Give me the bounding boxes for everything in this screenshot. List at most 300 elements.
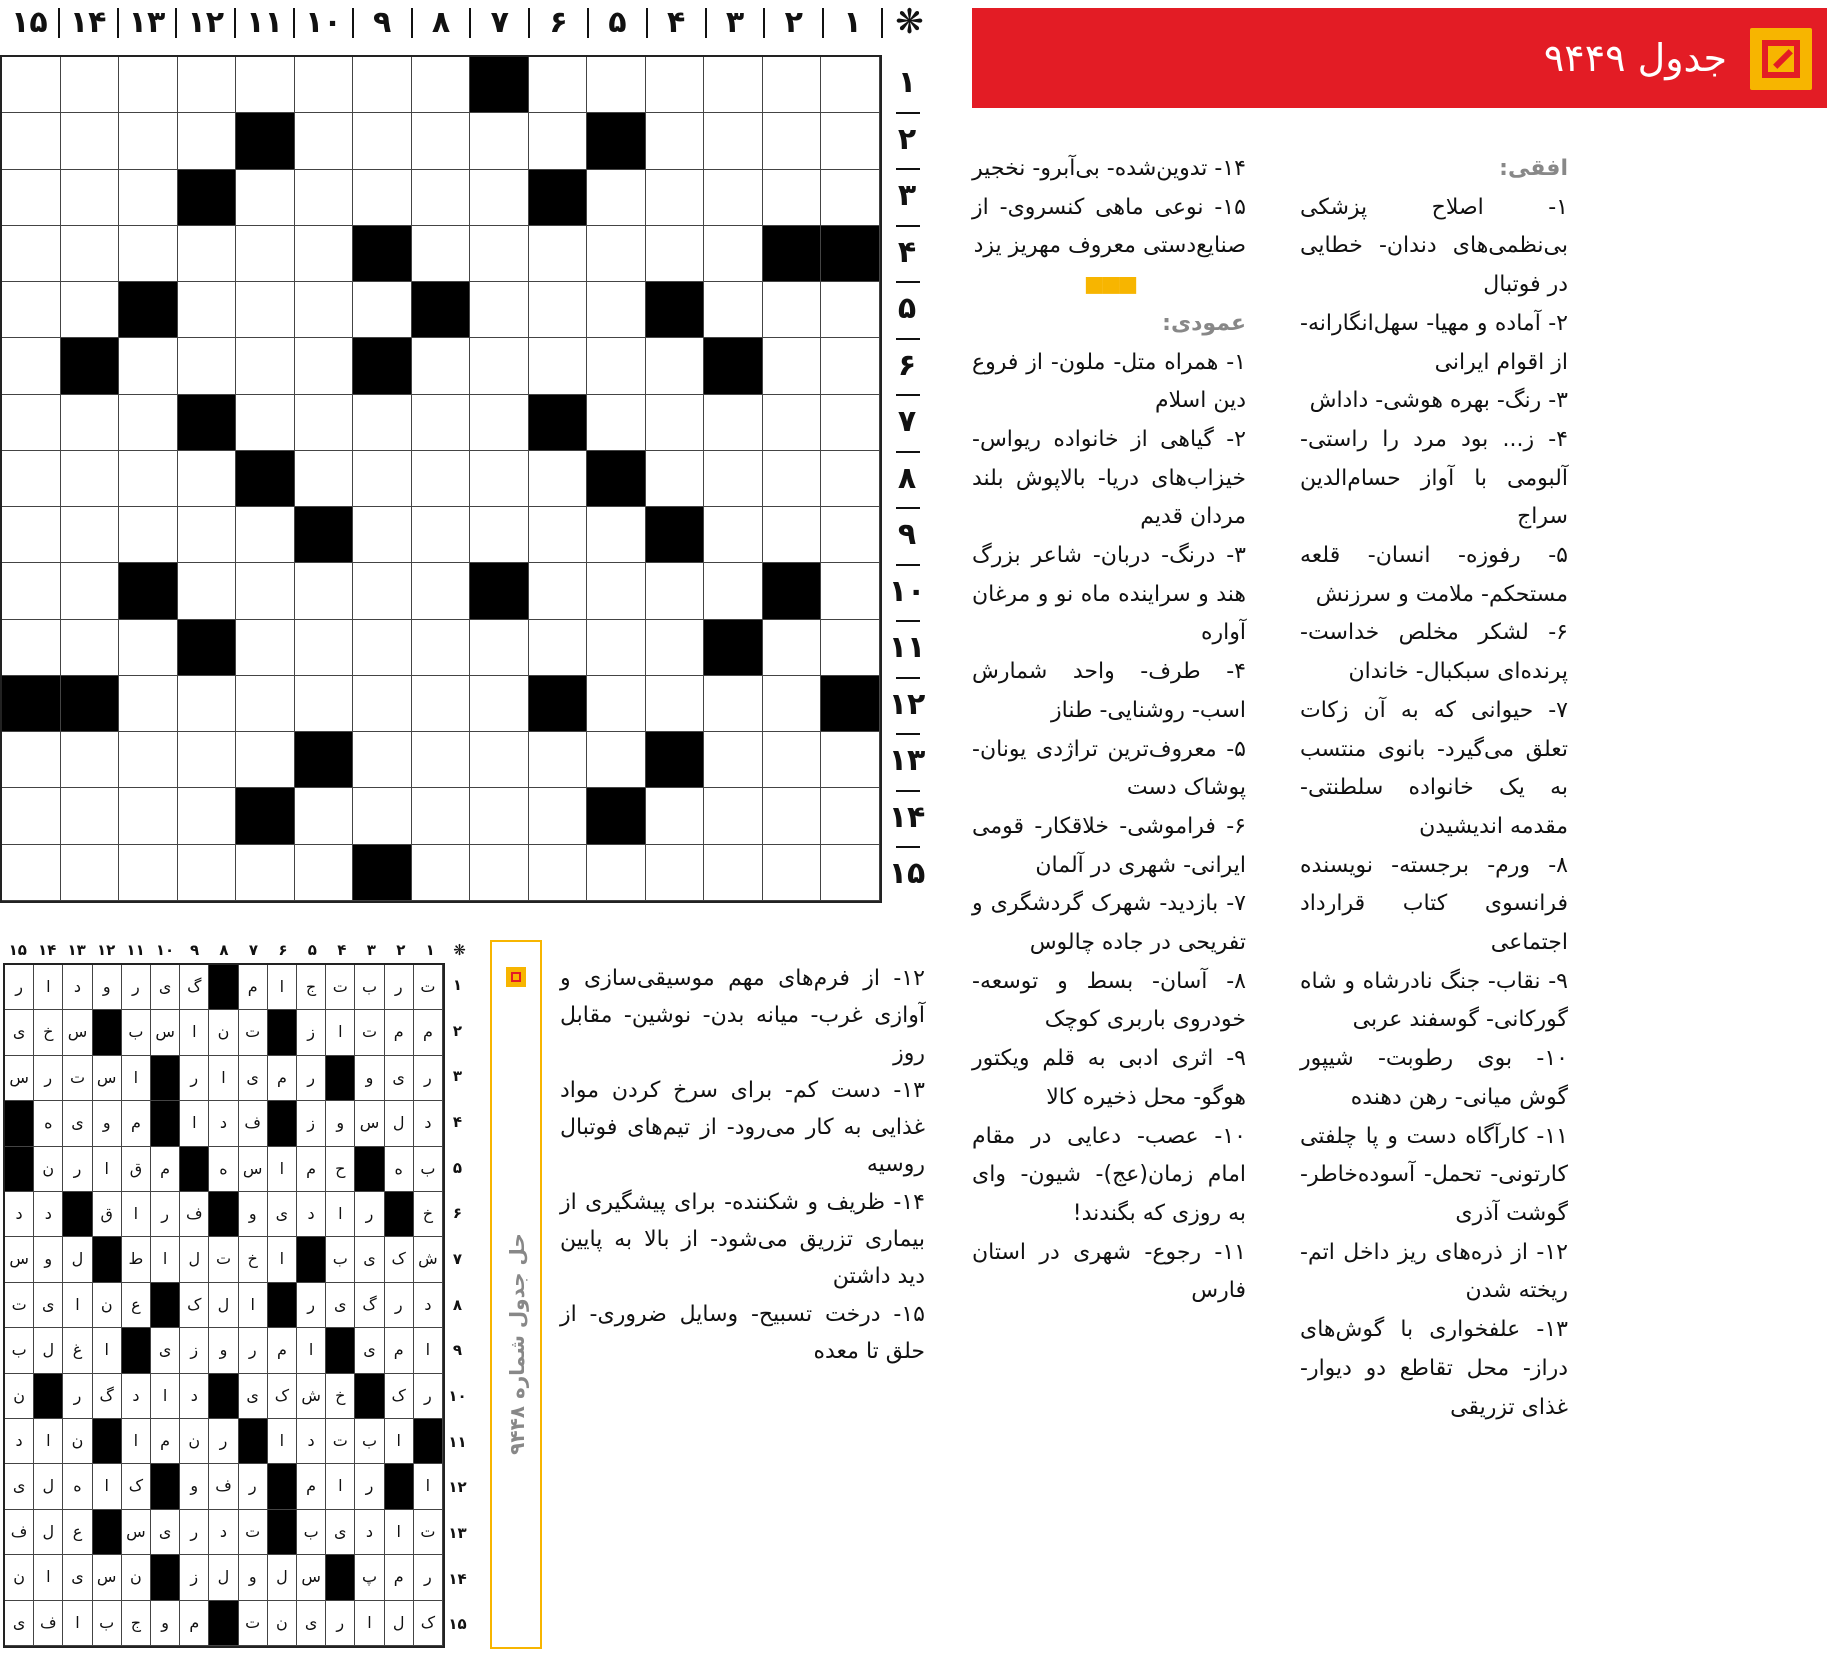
solution-cell: ا: [414, 1328, 443, 1373]
grid-cell[interactable]: [2, 507, 61, 563]
grid-cell[interactable]: [821, 845, 880, 901]
grid-cell[interactable]: [821, 451, 880, 507]
grid-cell[interactable]: [821, 338, 880, 394]
grid-cell[interactable]: [529, 338, 588, 394]
grid-cell[interactable]: [119, 620, 178, 676]
grid-cell[interactable]: [646, 620, 705, 676]
solution-cell: ف: [180, 1192, 209, 1237]
grid-cell[interactable]: [2, 395, 61, 451]
grid-cell[interactable]: [704, 57, 763, 113]
solution-cell: خ: [34, 1010, 63, 1055]
grid-cell[interactable]: [646, 563, 705, 619]
grid-cell[interactable]: [704, 451, 763, 507]
grid-cell[interactable]: [178, 451, 237, 507]
row-separator: [896, 394, 920, 396]
grid-cell[interactable]: [178, 282, 237, 338]
grid-cell[interactable]: [236, 338, 295, 394]
grid-cell[interactable]: [529, 620, 588, 676]
grid-cell[interactable]: [529, 845, 588, 901]
separator: ■■■: [1083, 272, 1135, 298]
grid-cell[interactable]: [646, 845, 705, 901]
grid-cell[interactable]: [646, 451, 705, 507]
solution-cell: ب: [297, 1510, 326, 1555]
grid-cell[interactable]: [61, 170, 120, 226]
grid-cell[interactable]: [2, 338, 61, 394]
solution-cell: ا: [355, 1601, 384, 1646]
grid-cell[interactable]: [236, 845, 295, 901]
solution-black-cell: [34, 1374, 63, 1419]
grid-cell[interactable]: [353, 170, 412, 226]
solution-cell: س: [239, 1147, 268, 1192]
solution-cell: ف: [209, 1464, 238, 1509]
grid-cell[interactable]: [2, 620, 61, 676]
grid-cell[interactable]: [763, 170, 822, 226]
grid-cell[interactable]: [119, 170, 178, 226]
grid-cell[interactable]: [295, 282, 354, 338]
solution-cell: س: [151, 1010, 180, 1055]
grid-cell[interactable]: [821, 170, 880, 226]
grid-cell[interactable]: [529, 788, 588, 844]
grid-cell[interactable]: [295, 395, 354, 451]
row-number: ۷: [452, 1250, 463, 1268]
solution-black-cell: [355, 1374, 384, 1419]
grid-cell[interactable]: [821, 507, 880, 563]
grid-cell[interactable]: [61, 57, 120, 113]
grid-cell[interactable]: [763, 507, 822, 563]
grid-cell[interactable]: [353, 620, 412, 676]
black-cell: [295, 507, 354, 563]
solution-cell: ل: [63, 1237, 92, 1282]
grid-cell[interactable]: [704, 732, 763, 788]
grid-cell[interactable]: [61, 226, 120, 282]
solution-black-cell: [326, 1056, 355, 1101]
grid-cell[interactable]: [587, 395, 646, 451]
black-cell: [353, 338, 412, 394]
grid-cell[interactable]: [295, 170, 354, 226]
grid-cell[interactable]: [178, 563, 237, 619]
grid-cell[interactable]: [470, 226, 529, 282]
solution-cell: د: [5, 1192, 34, 1237]
grid-cell[interactable]: [821, 788, 880, 844]
grid-cell[interactable]: [295, 676, 354, 732]
grid-cell[interactable]: [2, 170, 61, 226]
column-number: ۱۵: [8, 941, 27, 959]
black-cell: [61, 676, 120, 732]
logo-icon: [506, 967, 526, 987]
grid-cell[interactable]: [178, 732, 237, 788]
grid-cell[interactable]: [763, 788, 822, 844]
grid-cell[interactable]: [763, 845, 822, 901]
solution-cell: ا: [122, 1056, 151, 1101]
grid-cell[interactable]: [704, 282, 763, 338]
grid-cell[interactable]: [119, 507, 178, 563]
solution-cell: غ: [63, 1328, 92, 1373]
grid-cell[interactable]: [470, 338, 529, 394]
grid-cell[interactable]: [470, 845, 529, 901]
grid-cell[interactable]: [353, 732, 412, 788]
grid-cell[interactable]: [763, 676, 822, 732]
grid-cell[interactable]: [353, 563, 412, 619]
solution-cell: ف: [239, 1101, 268, 1146]
solution-column-numbers: [0, 938, 470, 962]
clue: ۱۵- درخت تسبیح- وسایل ضروری- از حلق تا معده: [560, 1301, 925, 1364]
grid-cell[interactable]: [295, 338, 354, 394]
grid-cell[interactable]: [412, 226, 471, 282]
row-number: ۳: [897, 178, 917, 214]
solution-cell: ن: [122, 1555, 151, 1600]
grid-cell[interactable]: [119, 676, 178, 732]
grid-cell[interactable]: [236, 732, 295, 788]
grid-cell[interactable]: [61, 788, 120, 844]
grid-cell[interactable]: [353, 57, 412, 113]
column-separator: [528, 8, 530, 38]
grid-cell[interactable]: [236, 620, 295, 676]
solution-black-cell: [151, 1101, 180, 1146]
black-cell: [763, 563, 822, 619]
grid-cell[interactable]: [61, 507, 120, 563]
crossword-grid: [0, 55, 882, 903]
grid-cell[interactable]: [236, 282, 295, 338]
solution-cell: ن: [5, 1555, 34, 1600]
grid-cell[interactable]: [704, 563, 763, 619]
grid-cell[interactable]: [587, 170, 646, 226]
grid-cell[interactable]: [236, 507, 295, 563]
column-number: ۹: [189, 941, 200, 959]
grid-cell[interactable]: [587, 282, 646, 338]
grid-cell[interactable]: [412, 451, 471, 507]
column-separator: [117, 8, 119, 38]
grid-cell[interactable]: [646, 676, 705, 732]
solution-black-cell: [268, 1464, 297, 1509]
solution-cell: ب: [93, 1601, 122, 1646]
grid-cell[interactable]: [236, 563, 295, 619]
grid-cell[interactable]: [295, 788, 354, 844]
solution-cell: ی: [326, 1283, 355, 1328]
grid-cell[interactable]: [412, 507, 471, 563]
grid-cell[interactable]: [2, 451, 61, 507]
grid-cell[interactable]: [704, 845, 763, 901]
solution-cell: ک: [268, 1374, 297, 1419]
solution-cell: ر: [297, 1283, 326, 1328]
solution-cell: س: [5, 1237, 34, 1282]
black-cell: [178, 170, 237, 226]
grid-cell[interactable]: [236, 395, 295, 451]
column-number: ۹: [373, 5, 392, 40]
grid-cell[interactable]: [763, 451, 822, 507]
grid-cell[interactable]: [2, 788, 61, 844]
black-cell: [821, 676, 880, 732]
grid-cell[interactable]: [61, 620, 120, 676]
grid-cell[interactable]: [119, 338, 178, 394]
grid-cell[interactable]: [236, 170, 295, 226]
grid-cell[interactable]: [412, 57, 471, 113]
solution-cell: ق: [122, 1147, 151, 1192]
row-separator: [896, 620, 920, 622]
grid-cell[interactable]: [763, 57, 822, 113]
solution-cell: م: [151, 1147, 180, 1192]
grid-cell[interactable]: [61, 395, 120, 451]
grid-cell[interactable]: [412, 788, 471, 844]
column-number: ۲: [784, 5, 803, 40]
grid-cell[interactable]: [470, 451, 529, 507]
solution-cell: م: [414, 1010, 443, 1055]
grid-cell[interactable]: [763, 338, 822, 394]
grid-cell[interactable]: [704, 676, 763, 732]
grid-cell[interactable]: [529, 563, 588, 619]
grid-cell[interactable]: [412, 732, 471, 788]
grid-cell[interactable]: [2, 732, 61, 788]
solution-cell: ه: [34, 1101, 63, 1146]
grid-cell[interactable]: [587, 507, 646, 563]
grid-cell[interactable]: [470, 507, 529, 563]
grid-cell[interactable]: [587, 676, 646, 732]
row-number: ۴: [452, 1113, 463, 1131]
row-separator: [896, 338, 920, 340]
grid-cell[interactable]: [119, 395, 178, 451]
grid-cell[interactable]: [119, 57, 178, 113]
grid-cell[interactable]: [470, 282, 529, 338]
grid-cell[interactable]: [61, 845, 120, 901]
solution-cell: د: [297, 1192, 326, 1237]
column-number: ۸: [219, 941, 229, 959]
column-number: ۱۴: [69, 5, 107, 40]
solution-cell: ز: [180, 1328, 209, 1373]
grid-cell[interactable]: [821, 620, 880, 676]
grid-cell[interactable]: [470, 732, 529, 788]
solution-black-cell: [63, 1192, 92, 1237]
grid-cell[interactable]: [646, 113, 705, 169]
grid-cell[interactable]: [119, 788, 178, 844]
grid-cell[interactable]: [412, 845, 471, 901]
grid-cell[interactable]: [178, 845, 237, 901]
grid-cell[interactable]: [821, 282, 880, 338]
grid-cell[interactable]: [412, 338, 471, 394]
grid-cell[interactable]: [470, 620, 529, 676]
grid-cell[interactable]: [353, 451, 412, 507]
solution-cell: د: [297, 1419, 326, 1464]
grid-cell[interactable]: [178, 57, 237, 113]
solution-cell: ر: [5, 965, 34, 1010]
grid-cell[interactable]: [646, 338, 705, 394]
grid-cell[interactable]: [178, 507, 237, 563]
grid-cell[interactable]: [119, 845, 178, 901]
solution-cell: ی: [385, 1056, 414, 1101]
solution-cell: ر: [122, 965, 151, 1010]
grid-cell[interactable]: [587, 563, 646, 619]
solution-cell: س: [93, 1056, 122, 1101]
black-cell: [646, 732, 705, 788]
row-number: ۷: [897, 404, 917, 440]
row-separator: [896, 281, 920, 283]
grid-cell[interactable]: [178, 676, 237, 732]
grid-cell[interactable]: [295, 57, 354, 113]
grid-cell[interactable]: [763, 395, 822, 451]
grid-cell[interactable]: [646, 395, 705, 451]
grid-cell[interactable]: [295, 113, 354, 169]
grid-cell[interactable]: [353, 113, 412, 169]
grid-cell[interactable]: [353, 676, 412, 732]
grid-cell[interactable]: [470, 788, 529, 844]
grid-cell[interactable]: [587, 226, 646, 282]
grid-cell[interactable]: [2, 226, 61, 282]
grid-cell[interactable]: [295, 845, 354, 901]
row-number: ۶: [897, 347, 917, 383]
solution-cell: ش: [414, 1237, 443, 1282]
grid-cell[interactable]: [2, 563, 61, 619]
grid-cell[interactable]: [704, 170, 763, 226]
grid-cell[interactable]: [529, 732, 588, 788]
grid-cell[interactable]: [529, 226, 588, 282]
grid-cell[interactable]: [119, 113, 178, 169]
solution-cell: ا: [180, 1010, 209, 1055]
solution-title: حل جدول شماره ۹۴۴۸: [505, 1233, 529, 1455]
solution-black-cell: [151, 1555, 180, 1600]
solution-cell: ع: [63, 1510, 92, 1555]
solution-cell: د: [209, 1101, 238, 1146]
grid-cell[interactable]: [821, 563, 880, 619]
clue: ۶- لشکر مخلص خداست- پرنده‌ای سبکبال- خاندان: [1300, 620, 1568, 685]
grid-cell[interactable]: [704, 226, 763, 282]
grid-cell[interactable]: [178, 338, 237, 394]
clue: ۸- آسان- بسط و توسعه- خودروی باربری کوچک: [972, 968, 1246, 1033]
grid-cell[interactable]: [119, 226, 178, 282]
solution-cell: ب: [326, 1237, 355, 1282]
grid-cell[interactable]: [821, 395, 880, 451]
solution-label: [490, 940, 542, 1649]
clue: ۱۲- از فرم‌های مهم موسیقی‌سازی و آوازی غرب- میانه بدن- نوشین- مقابل روز: [560, 966, 925, 1066]
solution-cell: ر: [209, 1419, 238, 1464]
grid-cell[interactable]: [821, 732, 880, 788]
grid-cell[interactable]: [529, 113, 588, 169]
grid-cell[interactable]: [2, 113, 61, 169]
clue: ۵- رفوزه- انسان- قلعه مستحکم- ملامت و سرزنش: [1300, 543, 1568, 607]
solution-cell: ج: [297, 965, 326, 1010]
column-number: ۴: [337, 941, 347, 959]
clues-column-middle: [972, 150, 1246, 1311]
grid-cell[interactable]: [412, 170, 471, 226]
solution-cell: ت: [209, 1237, 238, 1282]
row-number: ۱۳: [448, 1524, 467, 1542]
grid-cell[interactable]: [763, 732, 822, 788]
grid-cell[interactable]: [763, 620, 822, 676]
star-icon: ❋: [453, 941, 466, 959]
grid-cell[interactable]: [587, 57, 646, 113]
grid-cell[interactable]: [295, 620, 354, 676]
grid-cell[interactable]: [178, 226, 237, 282]
grid-cell[interactable]: [2, 57, 61, 113]
grid-cell[interactable]: [587, 338, 646, 394]
column-number: ۷: [248, 941, 259, 959]
grid-cell[interactable]: [119, 451, 178, 507]
grid-cell[interactable]: [704, 507, 763, 563]
grid-cell[interactable]: [529, 451, 588, 507]
solution-cell: ن: [63, 1419, 92, 1464]
grid-cell[interactable]: [295, 226, 354, 282]
grid-cell[interactable]: [295, 451, 354, 507]
solution-cell: د: [180, 1374, 209, 1419]
grid-cell[interactable]: [61, 451, 120, 507]
grid-cell[interactable]: [646, 170, 705, 226]
grid-cell[interactable]: [61, 113, 120, 169]
grid-cell[interactable]: [529, 507, 588, 563]
grid-cell[interactable]: [178, 113, 237, 169]
grid-cell[interactable]: [704, 395, 763, 451]
grid-cell[interactable]: [646, 57, 705, 113]
grid-cell[interactable]: [412, 676, 471, 732]
solution-cell: ت: [355, 1010, 384, 1055]
solution-cell: د: [122, 1374, 151, 1419]
grid-cell[interactable]: [821, 57, 880, 113]
solution-cell: س: [122, 1510, 151, 1555]
grid-cell[interactable]: [704, 788, 763, 844]
grid-cell[interactable]: [2, 845, 61, 901]
grid-cell[interactable]: [470, 395, 529, 451]
clue: ۴- طرف- واحد شمارش اسب- روشنایی- طناز: [972, 659, 1246, 723]
solution-cell: س: [355, 1101, 384, 1146]
solution-cell: ن: [5, 1374, 34, 1419]
grid-cell[interactable]: [587, 845, 646, 901]
grid-cell[interactable]: [529, 282, 588, 338]
grid-cell[interactable]: [763, 282, 822, 338]
grid-cell[interactable]: [470, 170, 529, 226]
grid-cell[interactable]: [61, 563, 120, 619]
grid-cell[interactable]: [412, 620, 471, 676]
grid-cell[interactable]: [412, 563, 471, 619]
grid-cell[interactable]: [646, 226, 705, 282]
solution-black-cell: [93, 1510, 122, 1555]
solution-cell: ی: [297, 1601, 326, 1646]
clue: ۱۳- علفخواری با گوش‌های دراز- محل تقاطع دو دیوار- غذای تزریقی: [1300, 1317, 1568, 1420]
grid-cell[interactable]: [587, 732, 646, 788]
grid-cell[interactable]: [412, 113, 471, 169]
horizontal-clues-header: افقی:: [1499, 156, 1568, 181]
grid-cell[interactable]: [236, 676, 295, 732]
column-separator: [881, 8, 883, 38]
grid-cell[interactable]: [61, 732, 120, 788]
grid-cell[interactable]: [470, 676, 529, 732]
grid-cell[interactable]: [61, 282, 120, 338]
solution-cell: و: [180, 1464, 209, 1509]
grid-cell[interactable]: [2, 282, 61, 338]
grid-cell[interactable]: [529, 57, 588, 113]
grid-cell[interactable]: [587, 620, 646, 676]
grid-cell[interactable]: [646, 788, 705, 844]
grid-cell[interactable]: [763, 113, 822, 169]
grid-cell[interactable]: [704, 113, 763, 169]
solution-cell: د: [5, 1419, 34, 1464]
grid-cell[interactable]: [236, 57, 295, 113]
grid-cell[interactable]: [178, 788, 237, 844]
grid-cell[interactable]: [353, 282, 412, 338]
grid-cell[interactable]: [412, 395, 471, 451]
clue: ۷- حیوانی که به آن زکات تعلق می‌گیرد- بانوی منتسب به یک خانواده سلطنتی- مقدمه اندیشیدن: [1300, 697, 1568, 839]
column-number: ۳: [366, 941, 376, 959]
grid-cell[interactable]: [353, 395, 412, 451]
grid-cell[interactable]: [236, 226, 295, 282]
row-number: ۹: [897, 517, 917, 553]
grid-cell[interactable]: [353, 507, 412, 563]
grid-cell[interactable]: [119, 732, 178, 788]
solution-black-cell: [385, 1192, 414, 1237]
black-cell: [2, 676, 61, 732]
solution-cell: د: [34, 1192, 63, 1237]
grid-cell[interactable]: [821, 113, 880, 169]
black-cell: [646, 507, 705, 563]
grid-cell[interactable]: [353, 788, 412, 844]
solution-cell: ح: [326, 1147, 355, 1192]
grid-cell[interactable]: [295, 563, 354, 619]
grid-cell[interactable]: [470, 113, 529, 169]
